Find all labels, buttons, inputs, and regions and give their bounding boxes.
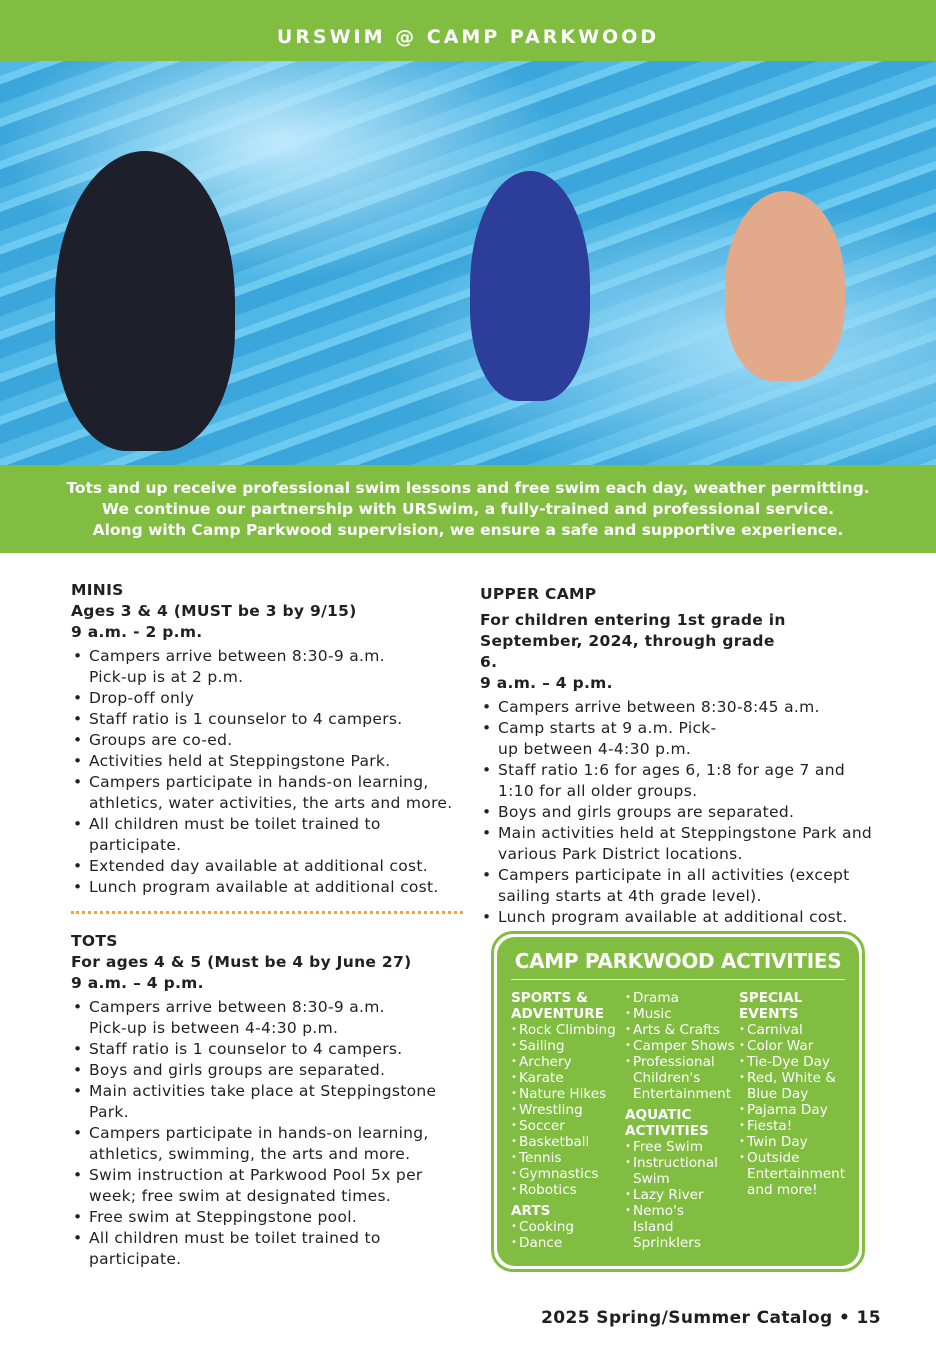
list-item: • Activities held at Steppingstone Park. <box>71 751 466 772</box>
list-item: • Campers participate in hands-on learning, athletics, swimming, the arts and more. <box>71 1123 461 1165</box>
list-item: • Campers arrive between 8:30-9 a.m. Pick-up is between 4-4:30 p.m. <box>71 997 461 1039</box>
list-item: • Boys and girls groups are separated. <box>71 1060 461 1081</box>
list-item: • Campers arrive between 8:30-9 a.m. Pick-up is at 2 p.m. <box>71 646 466 688</box>
activity-item: • Basketball <box>511 1134 625 1150</box>
section-hours: 9 a.m. - 2 p.m. <box>71 623 203 641</box>
activity-item: • Free Swim <box>625 1139 739 1155</box>
activity-item: • Wrestling <box>511 1102 625 1118</box>
intro-line: We continue our partnership with URSwim, a fully-trained and professional service. <box>101 500 835 518</box>
activity-item: • Tennis <box>511 1150 625 1166</box>
list-item: • Extended day available at additional cost. <box>71 856 466 877</box>
category-heading: SPECIAL EVENTS <box>739 990 803 1022</box>
intro-band <box>0 465 936 553</box>
section-ages: For ages 4 & 5 (Must be 4 by June 27) <box>71 953 412 971</box>
section-ages: For children entering 1st grade in September, 2024, through grade 6. <box>480 611 786 671</box>
upper-camp-section <box>480 584 880 928</box>
list-item: • Staff ratio is 1 counselor to 4 campers. <box>71 709 466 730</box>
page-footer: 2025 Spring/Summer Catalog • 15 <box>541 1308 881 1328</box>
tots-section <box>71 931 461 1270</box>
activity-item: • Karate <box>511 1070 625 1086</box>
list-item: • Free swim at Steppingstone pool. <box>71 1207 461 1228</box>
list-item: • Camp starts at 9 a.m. Pick-up between 4-4:30 p.m. <box>480 718 880 760</box>
activity-item: • Professional Children's Entertainment <box>625 1054 725 1102</box>
list-item: • Campers participate in all activities (except sailing starts at 4th grade level). <box>480 865 880 907</box>
activity-item: • Nemo's Island Sprinklers <box>625 1203 725 1251</box>
page-header <box>0 0 936 61</box>
activity-item: • Fiesta! <box>739 1118 849 1134</box>
list-item: • Lunch program available at additional cost. <box>71 877 466 898</box>
activity-item: • Outside Entertainment and more! <box>739 1150 839 1198</box>
category-heading: ARTS <box>511 1203 551 1219</box>
activity-item: • Music <box>625 1006 739 1022</box>
section-title: MINIS <box>71 581 124 599</box>
activity-item: • Dance <box>511 1235 625 1251</box>
instructor-figure <box>55 151 235 451</box>
activity-item: • Soccer <box>511 1118 625 1134</box>
intro-line: Tots and up receive professional swim lessons and free swim each day, weather permitting. <box>66 479 870 497</box>
section-hours: 9 a.m. – 4 p.m. <box>480 674 613 692</box>
activity-item: • Rock Climbing <box>511 1022 625 1038</box>
list-item: • Staff ratio is 1 counselor to 4 campers. <box>71 1039 461 1060</box>
list-item: • Drop-off only <box>71 688 466 709</box>
activity-item: • Twin Day <box>739 1134 849 1150</box>
activity-item: • Arts & Crafts <box>625 1022 739 1038</box>
activity-item: • Archery <box>511 1054 625 1070</box>
activity-item: • Sailing <box>511 1038 625 1054</box>
child-figure <box>725 191 845 381</box>
activity-item: • Cooking <box>511 1219 625 1235</box>
activity-item: • Nature Hikes <box>511 1086 625 1102</box>
list-item: • Boys and girls groups are separated. <box>480 802 880 823</box>
activity-item: • Red, White & Blue Day <box>739 1070 839 1102</box>
section-title: TOTS <box>71 932 118 950</box>
child-figure <box>470 171 590 401</box>
activity-item: • Lazy River <box>625 1187 739 1203</box>
list-item: • Campers arrive between 8:30-8:45 a.m. <box>480 697 880 718</box>
activity-item: • Camper Shows <box>625 1038 739 1054</box>
section-hours: 9 a.m. – 4 p.m. <box>71 974 204 992</box>
activity-item: • Drama <box>625 990 739 1006</box>
activities-column <box>739 990 849 1251</box>
list-item: • Swim instruction at Parkwood Pool 5x per week; free swim at designated times. <box>71 1165 461 1207</box>
section-ages: Ages 3 & 4 (MUST be 3 by 9/15) <box>71 602 357 620</box>
list-item: • Lunch program available at additional cost. <box>480 907 880 928</box>
activities-title: CAMP PARKWOOD ACTIVITIES <box>511 949 845 980</box>
list-item: • Main activities take place at Steppingstone Park. <box>71 1081 461 1123</box>
minis-section <box>71 580 466 898</box>
category-heading: AQUATIC ACTIVITIES <box>625 1107 709 1139</box>
list-item: • All children must be toilet trained to participate. <box>71 814 466 856</box>
swim-lesson-photo <box>0 61 936 465</box>
list-item: • Main activities held at Steppingstone Park and various Park District locations. <box>480 823 880 865</box>
activity-item: • Carnival <box>739 1022 849 1038</box>
category-heading: SPORTS & ADVENTURE <box>511 990 605 1022</box>
header-title: URSWIM @ CAMP PARKWOOD <box>276 26 660 48</box>
intro-line: Along with Camp Parkwood supervision, we ensure a safe and supportive experience. <box>92 521 844 539</box>
list-item: • Groups are co-ed. <box>71 730 466 751</box>
activities-box <box>491 931 865 1272</box>
activities-column <box>511 990 625 1251</box>
activities-column <box>625 990 739 1251</box>
section-title: UPPER CAMP <box>480 585 597 603</box>
activity-item: • Tie-Dye Day <box>739 1054 849 1070</box>
list-item: • All children must be toilet trained to participate. <box>71 1228 461 1270</box>
activity-item: • Robotics <box>511 1182 625 1198</box>
list-item: • Campers participate in hands-on learning, athletics, water activities, the arts and more. <box>71 772 466 814</box>
activity-item: • Gymnastics <box>511 1166 625 1182</box>
dotted-divider <box>71 911 463 914</box>
activity-item: • Color War <box>739 1038 849 1054</box>
activity-item: • Instructional Swim <box>625 1155 725 1187</box>
activity-item: • Pajama Day <box>739 1102 849 1118</box>
list-item: • Staff ratio 1:6 for ages 6, 1:8 for age 7 and 1:10 for all older groups. <box>480 760 880 802</box>
